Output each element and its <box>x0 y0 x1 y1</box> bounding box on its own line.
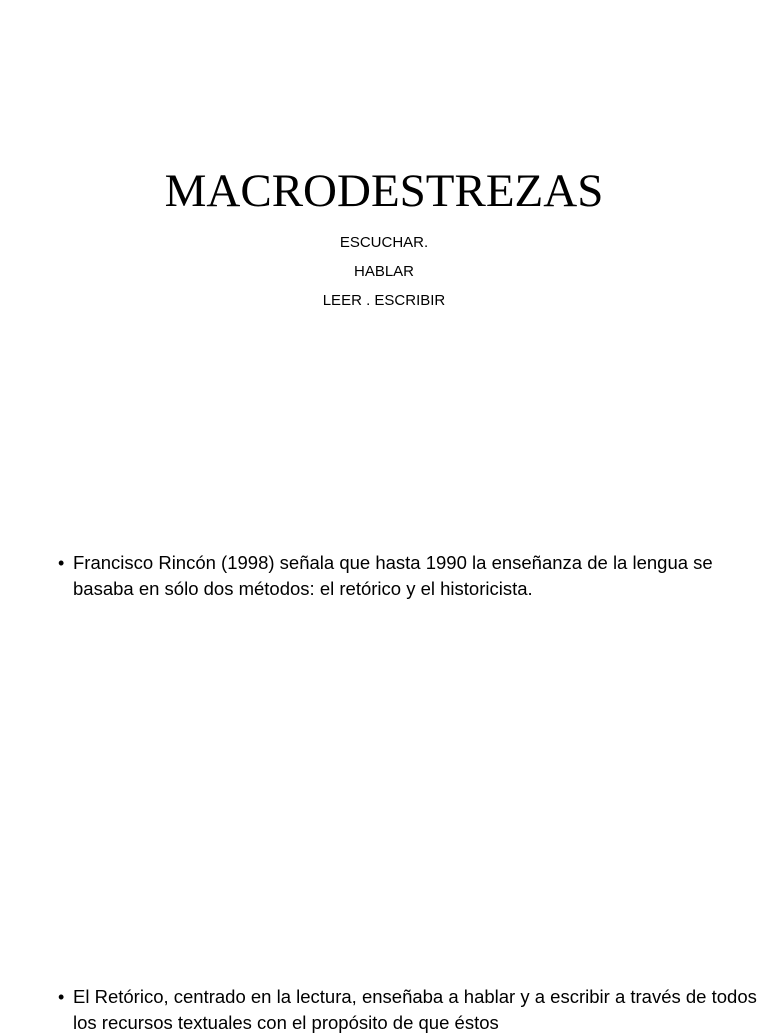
subtitle-line-hablar: HABLAR <box>353 263 415 280</box>
bullet-item-rincon <box>58 550 723 602</box>
slide-title-heading: MACRODESTREZAS <box>164 165 604 217</box>
bullet-text: El Retórico, centrado en la lectura, enseñaba a hablar y a escribir a través de todos los recursos textuales con el propósito de que éstos <box>73 986 757 1033</box>
bullet-dot: • <box>58 987 65 1007</box>
subtitle-line-leer-escribir: LEER . ESCRIBIR <box>322 292 446 309</box>
bullet-dot: • <box>58 553 65 573</box>
subtitle-line-escuchar: ESCUCHAR. <box>339 234 429 251</box>
bullet-text: Francisco Rincón (1998) señala que hasta 1990 la enseñanza de la lengua se basaba en sólo dos métodos: el retórico y el historicista. <box>73 552 713 599</box>
bullet-item-retorico <box>58 984 763 1036</box>
